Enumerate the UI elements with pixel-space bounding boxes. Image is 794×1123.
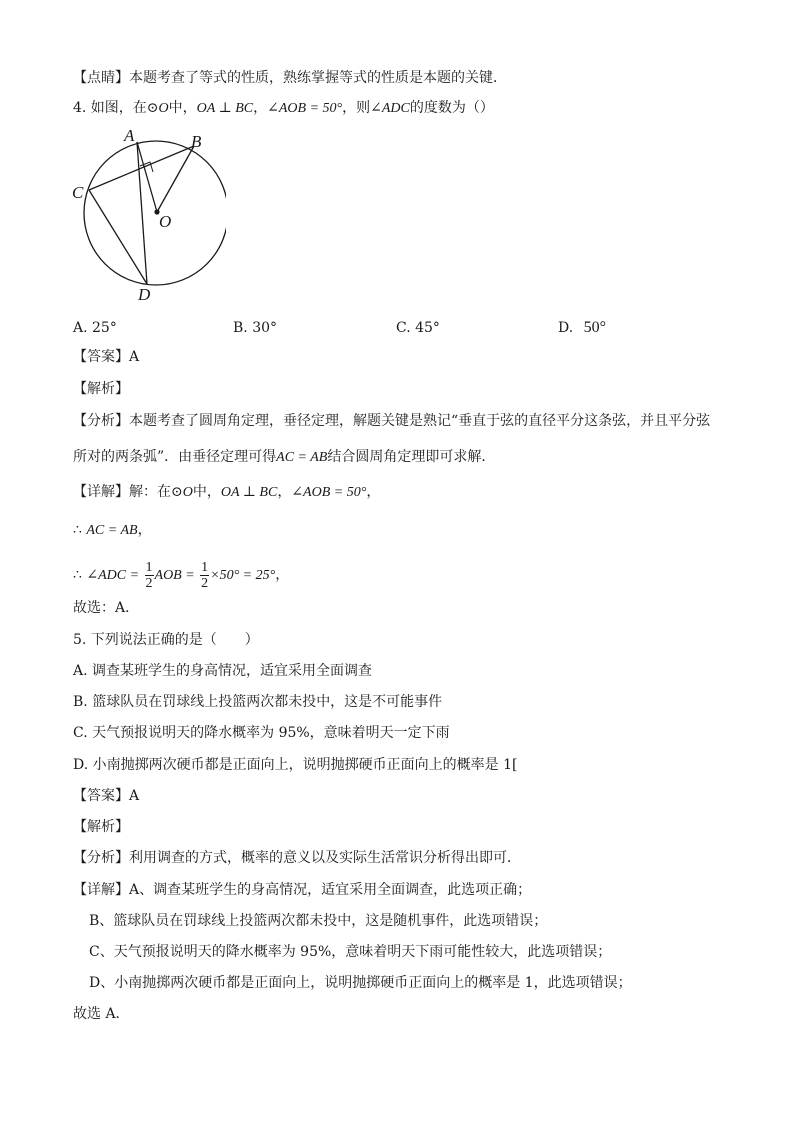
option-c: C. 45° (396, 320, 440, 336)
xiangjie-5-c: C、天气预报说明天的降水概率为 95%，意味着明天下雨可能性较大，此选项错误； (89, 944, 612, 960)
result-expr: ×50° = 25° (210, 568, 276, 583)
therefore-symbol-2: ∴ (73, 567, 82, 583)
xj4-circle-o: O (182, 485, 193, 500)
fraction-denominator-1: 2 (145, 575, 153, 591)
q4-condition2: ∠AOB = 50° (267, 101, 343, 116)
q4-condition1: OA ⊥ BC (196, 101, 254, 116)
analysis-heading-4: 【解析】 (73, 381, 129, 397)
q4-pre: 4. 如图，在⊙ (73, 100, 159, 116)
q5-option-c: C. 天气预报说明天的降水概率为 95%，意味着明天一定下雨 (73, 725, 450, 741)
therefore-1-post: ， (137, 522, 152, 538)
option-d-label: D. (558, 320, 574, 336)
fenxi-4-line2 (73, 447, 495, 468)
xiangjie-5-d: D、小南抛掷两次硬币都是正面向上，说明抛掷硬币正面向上的概率是 1，此选项错误； (89, 975, 632, 991)
circle-figure (66, 126, 226, 306)
segment-ob (157, 146, 194, 212)
chord-cd (89, 190, 147, 284)
option-d-value: 50° (583, 319, 607, 336)
xiangjie-5-a: 【详解】A、调查某班学生的身高情况，适宜采用全面调查，此选项正确； (73, 882, 532, 898)
fraction-half-2 (200, 560, 209, 591)
fenxi-4-text2: 结合圆周角定理即可求解． (327, 449, 496, 465)
therefore-symbol-1: ∴ (73, 522, 82, 538)
fenxi-4-text1: 所对的两条弧”．由垂径定理可得 (73, 449, 277, 465)
fenxi-4-line1: 【分析】本题考查了圆周角定理，垂径定理，解题关键是熟记“垂直于弦的直径平分这条弦，并且平分弦 (73, 413, 711, 429)
fenxi-4-arc-equation: AC = AB (276, 450, 328, 465)
label-d: D (138, 285, 151, 304)
question-4 (73, 98, 494, 119)
q5-option-a: A. 调查某班学生的身高情况，适宜采用全面调查 (73, 663, 373, 679)
therefore-2-post: ， (275, 567, 290, 583)
q4-mid3: ，则 (342, 100, 371, 116)
fraction-denominator-2: 2 (201, 575, 209, 591)
question-5: 5. 下列说法正确的是（ ） (73, 632, 259, 648)
label-o: O (159, 212, 172, 231)
q4-mid1: 中， (168, 100, 197, 116)
answer-5: 【答案】A (73, 788, 140, 804)
q4-post: 的度数为（） (409, 100, 494, 116)
option-a: A. 25° (73, 320, 117, 336)
dianjing-line: 【点睛】本题考查了等式的性质，熟练掌握等式的性质是本题的关键． (73, 70, 507, 86)
xj4-pre: 【详解】解：在⊙ (73, 484, 183, 500)
angle-aob-expr: AOB = (154, 568, 195, 583)
xj4-mid2: ， (277, 484, 292, 500)
label-b: B (191, 132, 202, 151)
choose-4: 故选：A． (73, 600, 140, 616)
option-d (558, 318, 606, 338)
therefore-line-2 (73, 559, 289, 592)
xiangjie-5-b: B、篮球队员在罚球线上投篮两次都未投中，这是随机事件，此选项错误； (89, 913, 548, 929)
analysis-heading-5: 【解析】 (73, 819, 129, 835)
fraction-half-1 (145, 560, 154, 591)
xj4-mid1: 中， (192, 484, 221, 500)
label-a: A (124, 126, 135, 145)
label-c: C (72, 183, 84, 202)
q5-option-b: B. 篮球队员在罚球线上投篮两次都未投中，这是不可能事件 (73, 694, 443, 710)
xj4-condition2: ∠AOB = 50° (291, 485, 367, 500)
fenxi-5: 【分析】利用调查的方式，概率的意义以及实际生活常识分析得出即可． (73, 850, 521, 866)
fraction-numerator-1: 1 (145, 559, 153, 575)
xiangjie-4 (73, 482, 380, 503)
fraction-numerator-2: 1 (201, 559, 209, 575)
answer-4: 【答案】A (73, 349, 140, 365)
choose-5: 故选 A． (73, 1006, 130, 1022)
chord-bc (89, 146, 194, 190)
q4-mid2: ， (253, 100, 268, 116)
xj4-post: ， (366, 484, 381, 500)
therefore-line-1 (73, 520, 152, 541)
q5-option-d: D. 小南抛掷两次硬币都是正面向上，说明抛掷硬币正面向上的概率是 1[ (73, 757, 518, 773)
xj4-condition1: OA ⊥ BC (220, 485, 278, 500)
therefore-arc-equation: AC = AB (86, 523, 138, 538)
angle-adc-expr: ∠ADC = (86, 568, 140, 583)
q4-circle-o: O (158, 101, 169, 116)
option-b: B. 30° (233, 320, 278, 336)
q4-target-angle: ∠ADC (370, 101, 410, 116)
